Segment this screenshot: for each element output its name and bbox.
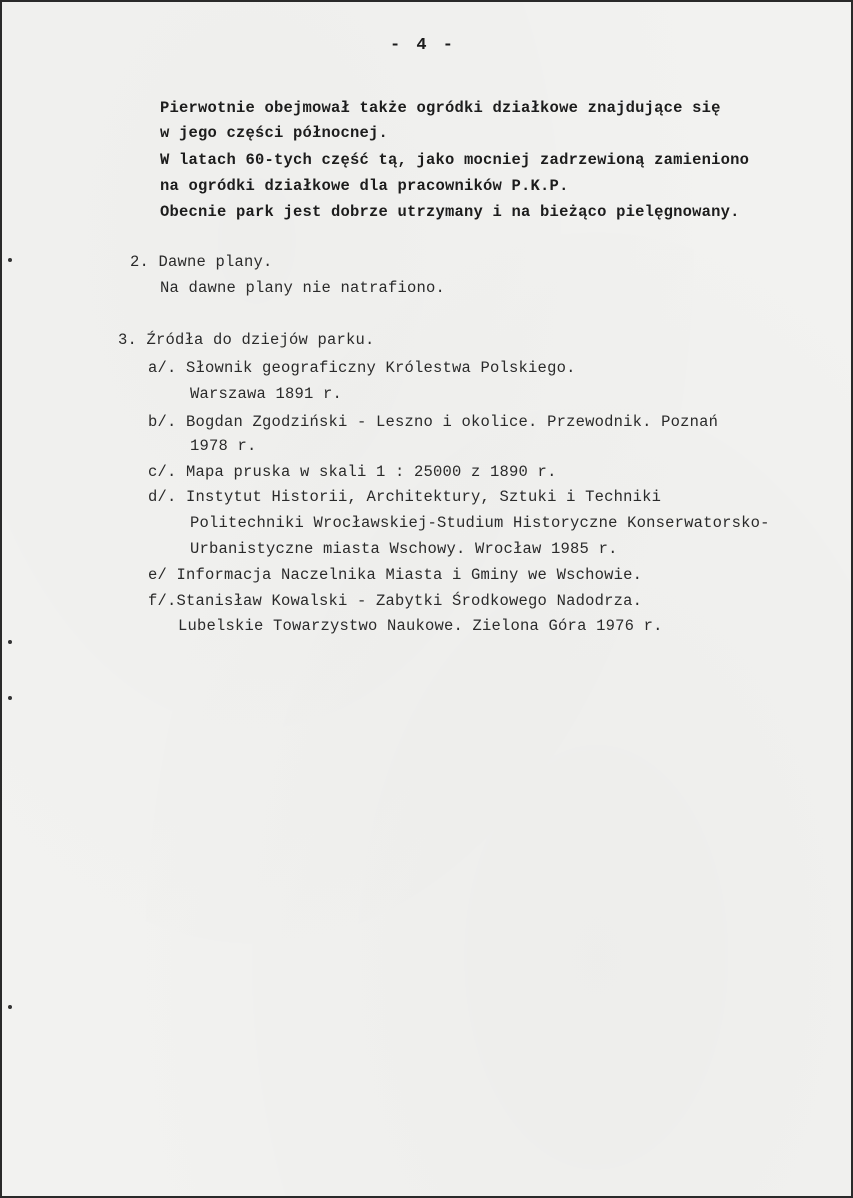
- intro-line: w jego części północnej.: [160, 124, 389, 142]
- source-item-e: e/ Informacja Naczelnika Miasta i Gminy we Wschowie.: [148, 566, 643, 584]
- margin-mark: [8, 258, 12, 262]
- margin-mark: [8, 640, 12, 644]
- source-item-c: c/. Mapa pruska w skali 1 : 25000 z 1890 r.: [148, 463, 557, 481]
- source-item-f: f/.Stanisław Kowalski - Zabytki Środkowego Nadodrza.: [148, 592, 643, 610]
- source-item-b-cont: 1978 r.: [190, 437, 257, 455]
- section-3-heading: 3. Źródła do dziejów parku.: [118, 331, 375, 349]
- margin-mark: [8, 1005, 12, 1009]
- section-2-heading: 2. Dawne plany.: [130, 253, 273, 271]
- source-item-a-cont: Warszawa 1891 r.: [190, 385, 343, 403]
- intro-line: Pierwotnie obejmował także ogródki działkowe znajdujące się: [160, 99, 721, 117]
- source-item-b: b/. Bogdan Zgodziński - Leszno i okolice. Przewodnik. Poznań: [148, 413, 719, 431]
- source-item-a: a/. Słownik geograficzny Królestwa Polskiego.: [148, 359, 576, 377]
- intro-line: W latach 60-tych część tą, jako mocniej zadrzewioną zamieniono: [160, 151, 750, 169]
- source-item-d-cont: Urbanistyczne miasta Wschowy. Wrocław 1985 r.: [190, 540, 618, 558]
- section-2-body: Na dawne plany nie natrafiono.: [160, 279, 446, 297]
- intro-line: Obecnie park jest dobrze utrzymany i na bieżąco pielęgnowany.: [160, 203, 740, 221]
- margin-mark: [8, 696, 12, 700]
- intro-line: na ogródki działkowe dla pracowników P.K.P.: [160, 177, 569, 195]
- page-number: - 4 -: [390, 36, 457, 55]
- source-item-d-cont: Politechniki Wrocławskiej-Studium Historyczne Konserwatorsko-: [190, 514, 770, 532]
- source-item-d: d/. Instytut Historii, Architektury, Sztuki i Techniki: [148, 488, 662, 506]
- source-item-f-cont: Lubelskie Towarzystwo Naukowe. Zielona Góra 1976 r.: [178, 617, 663, 635]
